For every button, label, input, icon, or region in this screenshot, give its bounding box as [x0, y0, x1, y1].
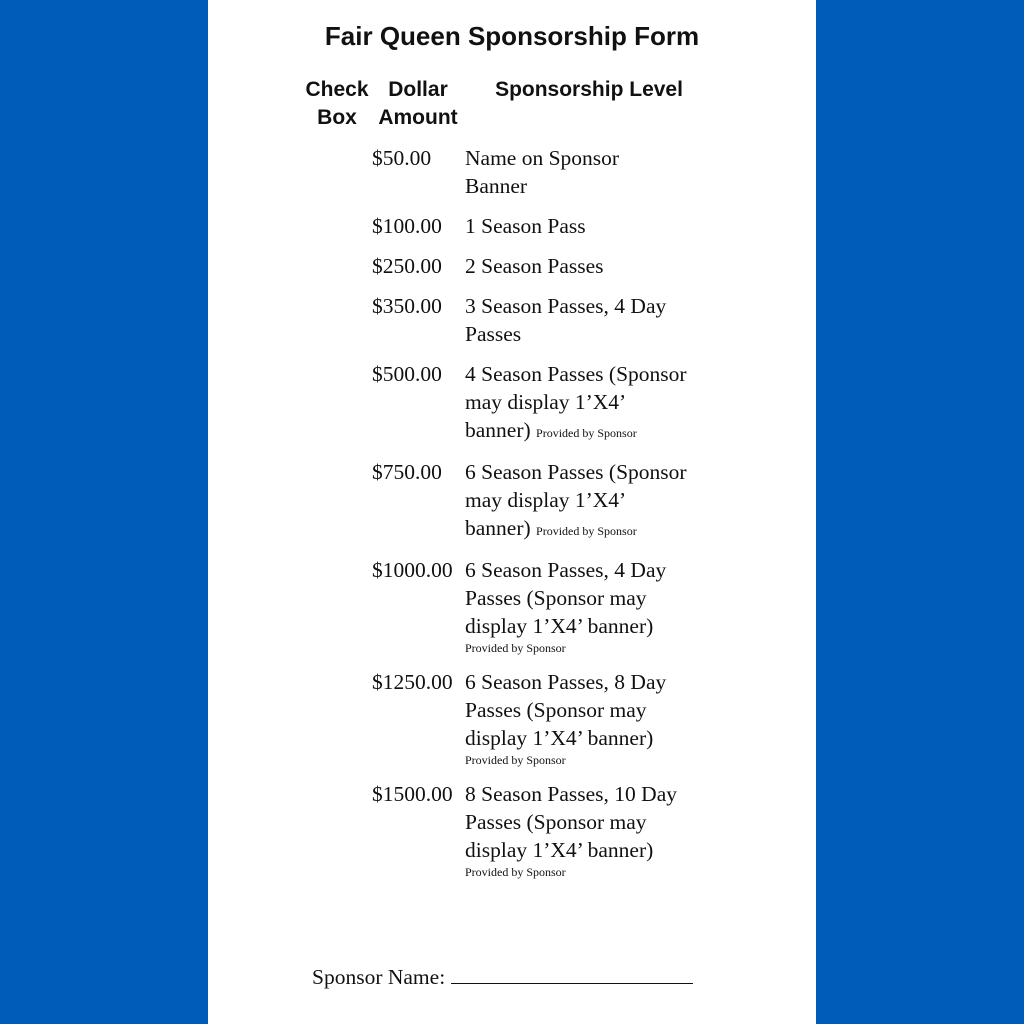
form-title: Fair Queen Sponsorship Form — [324, 21, 700, 51]
provided-by-sponsor-note: Provided by Sponsor — [465, 753, 566, 767]
dollar-amount: $50.00 — [372, 146, 432, 170]
dollar-amount: $500.00 — [372, 362, 442, 386]
dollar-amount: $1000.00 — [372, 558, 453, 582]
provided-by-sponsor-note: Provided by Sponsor — [465, 865, 566, 879]
sponsorship-level-text: 6 Season Passes, 4 Day Passes (Sponsor may display 1’X4’ banner) — [465, 558, 667, 638]
sponsor-name-label: Sponsor Name: — [312, 965, 446, 989]
provided-by-sponsor-note: Provided by Sponsor — [536, 524, 637, 538]
provided-by-sponsor-note: Provided by Sponsor — [465, 641, 566, 655]
dollar-amount: $350.00 — [372, 294, 442, 318]
sponsorship-row — [208, 458, 816, 545]
sponsorship-row — [208, 668, 816, 769]
dollar-amount: $1250.00 — [372, 670, 453, 694]
dollar-amount: $750.00 — [372, 460, 442, 484]
sponsorship-level: 1 Season Pass — [465, 214, 586, 238]
form-page — [208, 0, 816, 1024]
sponsorship-row — [208, 212, 816, 240]
sponsorship-level — [465, 668, 697, 769]
amount-header-line1: Dollar — [388, 78, 448, 101]
dollar-amount: $250.00 — [372, 254, 442, 278]
sponsorship-level — [465, 780, 710, 881]
sponsorship-level-header: Sponsorship Level — [495, 78, 683, 101]
check-header-line2: Box — [317, 106, 357, 129]
sponsorship-rows — [208, 144, 816, 881]
sponsorship-level-text: 6 Season Passes, 8 Day Passes (Sponsor may display 1’X4’ banner) — [465, 670, 667, 750]
sponsorship-level: 3 Season Passes, 4 Day Passes — [465, 294, 667, 346]
sponsorship-row — [208, 292, 816, 348]
amount-header-line2: Amount — [378, 106, 458, 129]
sponsorship-row — [208, 252, 816, 280]
provided-by-sponsor-note: Provided by Sponsor — [536, 426, 637, 440]
sponsorship-level — [465, 360, 687, 447]
dollar-amount: $1500.00 — [372, 782, 453, 806]
check-box-header — [300, 76, 374, 132]
sponsorship-level: 2 Season Passes — [465, 254, 604, 278]
dollar-amount: $100.00 — [372, 214, 442, 238]
sponsorship-row — [208, 144, 816, 200]
sponsorship-level-text: 4 Season Passes (Sponsor may display 1’X4’ banner) — [465, 362, 687, 442]
check-header-line1: Check — [305, 78, 369, 101]
sponsorship-row — [208, 556, 816, 657]
sponsorship-level: Name on Sponsor Banner — [465, 146, 620, 198]
sponsorship-row — [208, 360, 816, 447]
sponsorship-level — [465, 458, 687, 545]
dollar-amount-header — [372, 76, 464, 132]
sponsorship-level-text: 6 Season Passes (Sponsor may display 1’X4’ banner) — [465, 460, 687, 540]
sponsorship-level-text: 8 Season Passes, 10 Day Passes (Sponsor may display 1’X4’ banner) — [465, 782, 677, 862]
sponsorship-row — [208, 780, 816, 881]
sponsor-name-field — [312, 962, 693, 992]
sponsor-name-blank[interactable] — [451, 963, 693, 984]
sponsorship-level — [465, 556, 697, 657]
